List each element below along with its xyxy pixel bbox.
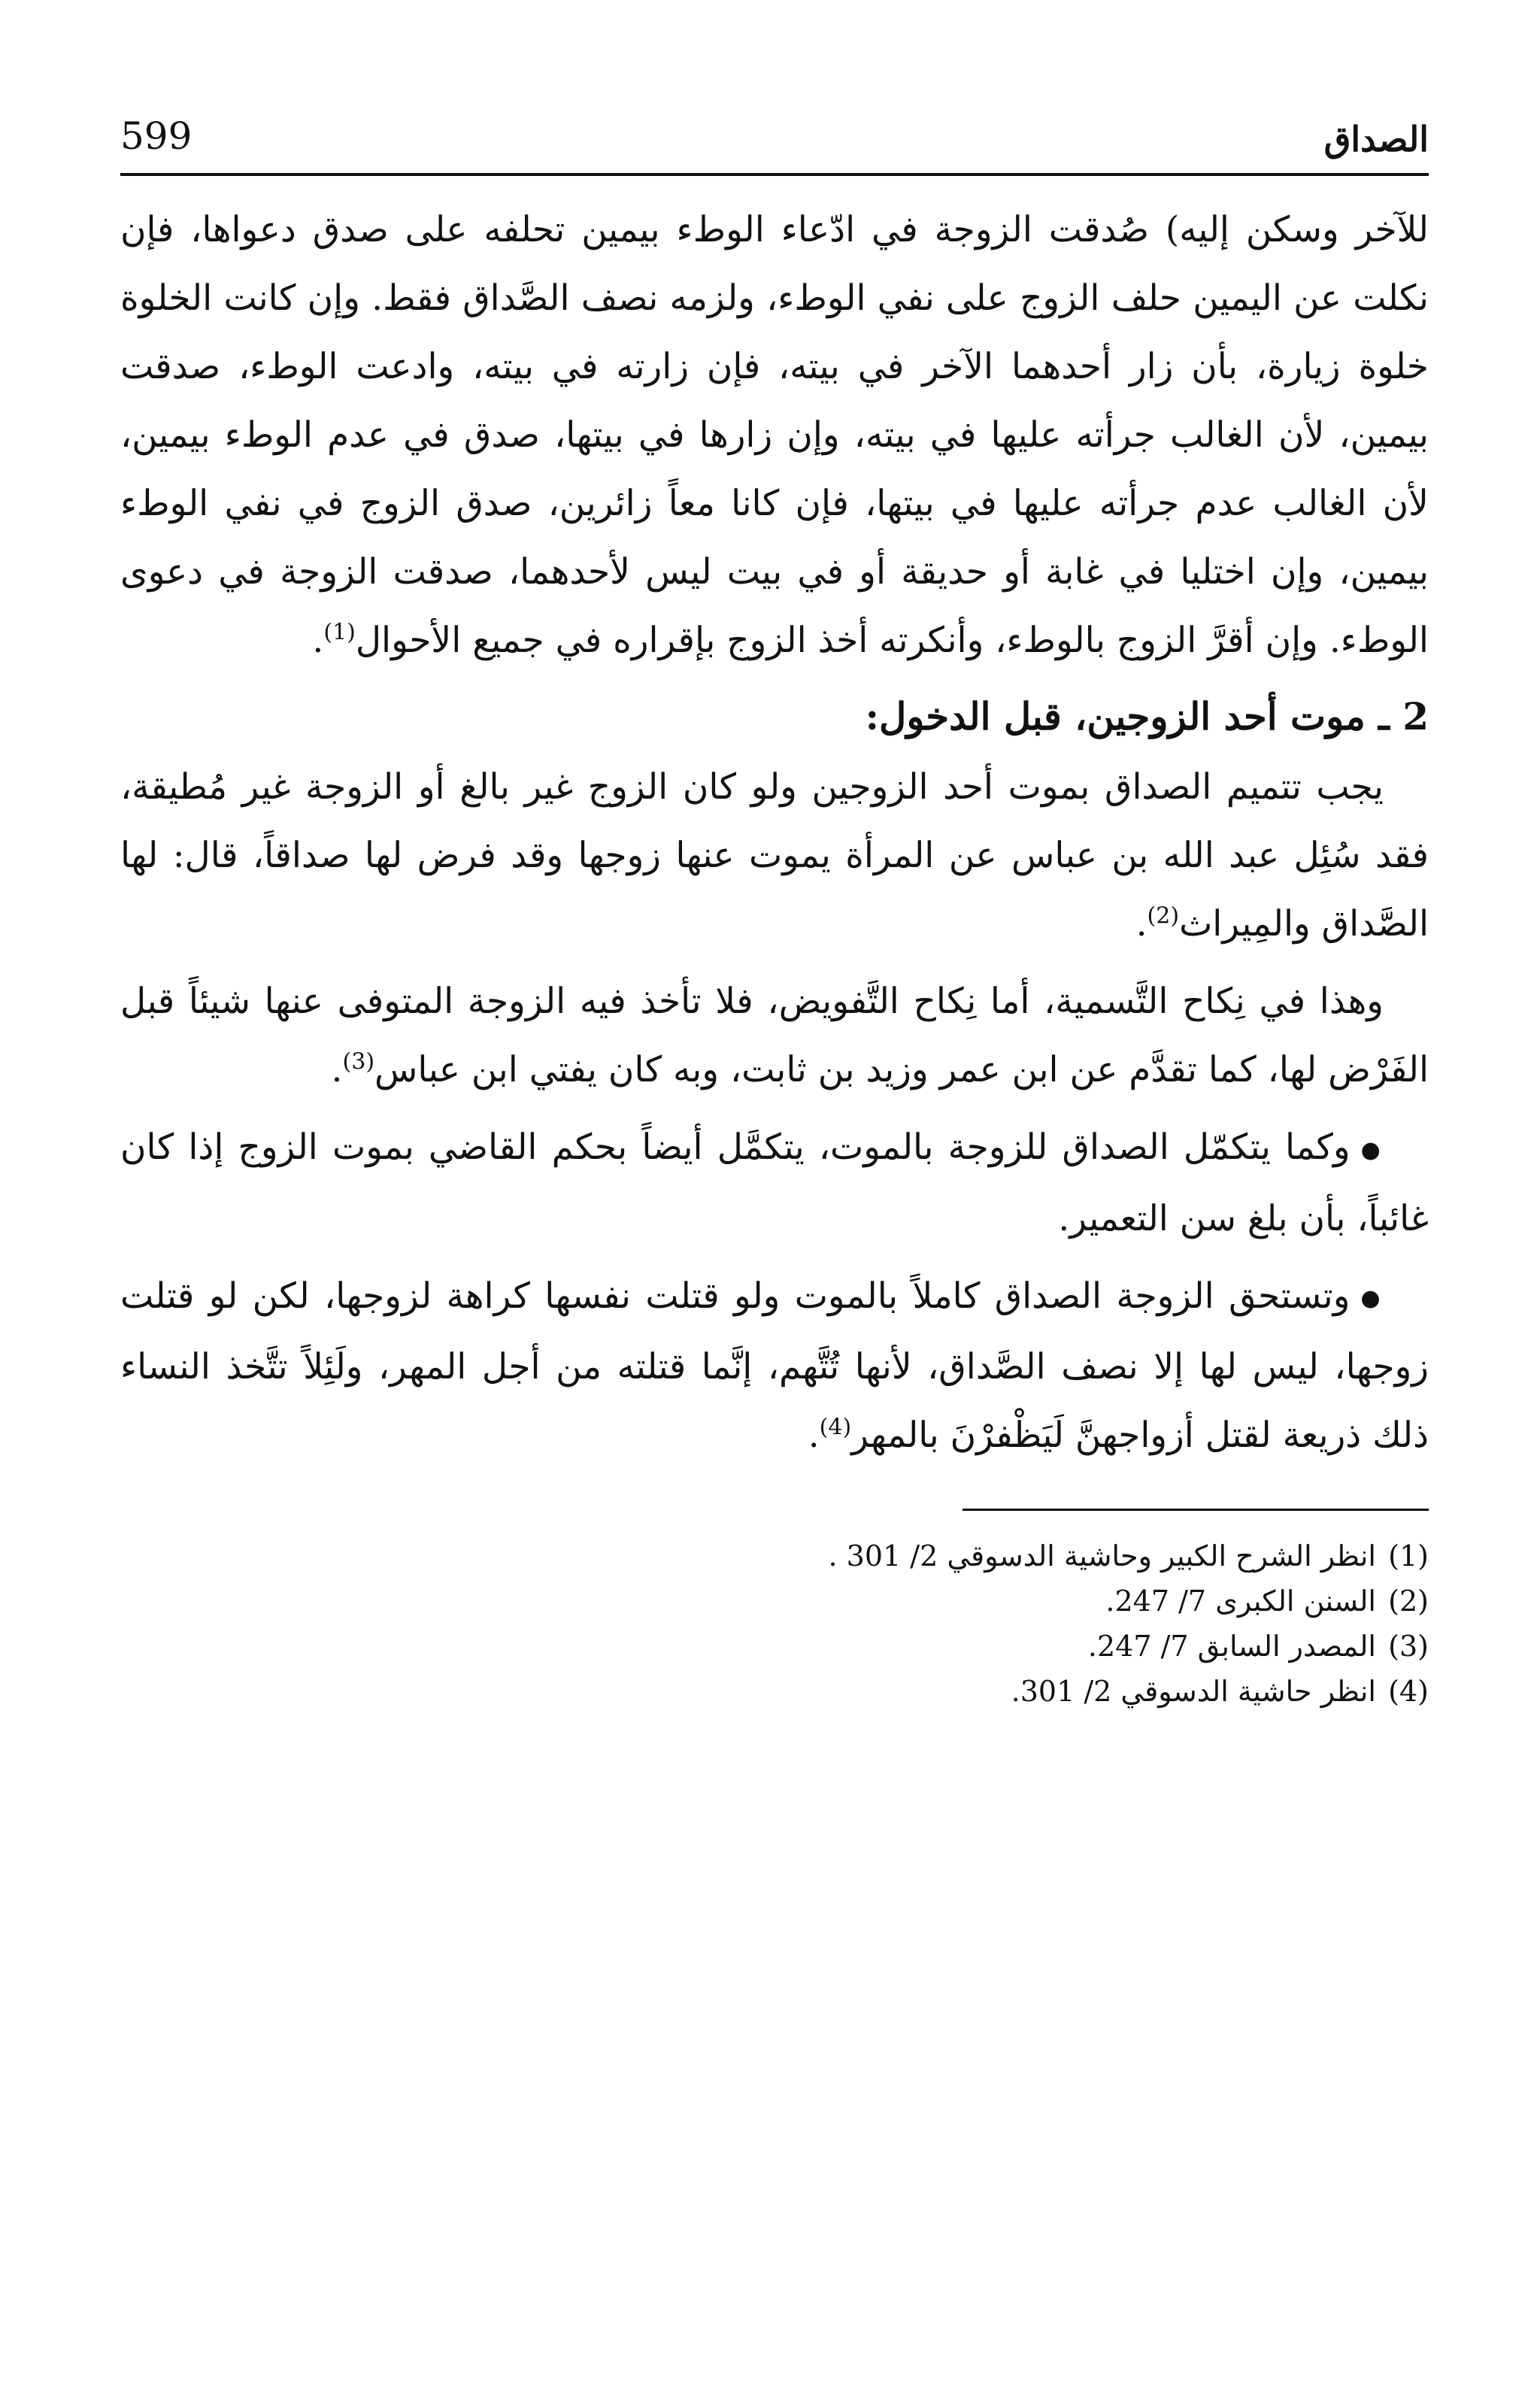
footnote-text: انظر حاشية الدسوقي 2/ 301.: [1011, 1675, 1376, 1708]
paragraph-4-text: وكما يتكمّل الصداق للزوجة بالموت، يتكمَّل أيضاً بحكم القاضي بموت الزوج إذا كان غائباً، بأن بلغ سن التعمير.: [120, 1127, 1429, 1239]
section-heading: 2 ـ موت أحد الزوجين، قبل الدخول:: [865, 694, 1429, 738]
footnote-text: المصدر السابق 7/ 247.: [1087, 1630, 1376, 1663]
paragraph-5: [120, 1262, 1429, 1470]
footnote-number: (1): [1388, 1539, 1429, 1573]
footnote-number: (4): [1388, 1675, 1429, 1708]
page-number: 599: [120, 114, 192, 158]
book-page: [120, 113, 1429, 1714]
paragraph-5-text: وتستحق الزوجة الصداق كاملاً بالموت ولو قتلت نفسها كراهة لزوجها، لكن لو قتلت زوجها، ليس لها إلا نصف الصَّداق، لأنها تُتَّهم، إنَّما قتلته من أجل المهر، ولَئِلاً تتَّخذ النساء ذلك ذريعة لقتل أزواجهنَّ لَيَظْفرْنَ بالمهر: [120, 1275, 1429, 1456]
footnotes-list: [120, 1533, 1429, 1714]
running-title: الصداق: [1323, 119, 1429, 159]
footnote-number: (2): [1388, 1585, 1429, 1618]
paragraph-3: [120, 967, 1429, 1104]
footnote-item: [120, 1669, 1429, 1714]
page-header: [120, 113, 1429, 176]
period: .: [331, 1049, 343, 1090]
period: .: [808, 1415, 820, 1456]
footnote-number: (3): [1388, 1630, 1429, 1663]
main-text: [120, 196, 1429, 1469]
footnote-item: [120, 1533, 1429, 1579]
footnote-ref-3: (3): [342, 1048, 375, 1075]
paragraph-3-text: وهذا في نِكاح التَّسمية، أما نِكاح التَّفويض، فلا تأخذ فيه الزوجة المتوفى عنها شيئاً قبل الفَرْض لها، كما تقدَّم عن ابن عمر وزيد بن ثابت، وبه كان يفتي ابن عباس: [120, 981, 1429, 1090]
paragraph-4: [120, 1113, 1429, 1253]
footnote-ref-1: (1): [323, 619, 356, 646]
footnote-item: [120, 1624, 1429, 1669]
bullet-icon: ●: [1360, 1285, 1384, 1312]
period: .: [312, 620, 324, 661]
footnote-text: انظر الشرح الكبير وحاشية الدسوقي 2/ 301 .: [828, 1539, 1376, 1573]
footnote-divider: [962, 1509, 1429, 1511]
bullet-icon: ●: [1360, 1136, 1384, 1163]
paragraph-2-text: يجب تتميم الصداق بموت أحد الزوجين ولو كان الزوج غير بالغ أو الزوجة غير مُطيقة، فقد سُئِل عبد الله بن عباس عن المرأة يموت عنها زوجها وقد فرض لها صداقاً، قال: لها الصَّداق والمِيراث: [120, 766, 1429, 945]
footnote-item: [120, 1579, 1429, 1624]
paragraph-2: [120, 753, 1429, 958]
footnote-ref-2: (2): [1147, 902, 1180, 930]
footnote-ref-4: (4): [819, 1414, 852, 1441]
paragraph-1: [120, 196, 1429, 675]
footnote-text: السنن الكبرى 7/ 247.: [1105, 1585, 1376, 1618]
period: .: [1135, 903, 1147, 945]
paragraph-1-text: للآخر وسكن إليه) صُدقت الزوجة في ادّعاء الوطء بيمين تحلفه على صدق دعواها، فإن نكلت عن اليمين حلف الزوج على نفي الوطء، ولزمه نصف الصَّداق فقط. وإن كانت الخلوة خلوة زيارة، بأن زار أحدهما الآخر في بيته، فإن زارته في بيته، وادعت الوطء، صدقت بيمين، لأن الغالب جرأته عليها في بيته، وإن زارها في بيتها، صدق في عدم الوطء بيمين، لأن الغالب عدم جرأته عليها في بيتها، فإن كانا معاً زائرين، صدق الزوج في نفي الوطء بيمين، وإن اختليا في غابة أو حديقة أو في بيت ليس لأحدهما، صدقت الزوجة في دعوى الوطء. وإن أقرَّ الزوج بالوطء، وأنكرته أخذ الزوج بإقراره في جميع الأحوال: [120, 209, 1429, 661]
